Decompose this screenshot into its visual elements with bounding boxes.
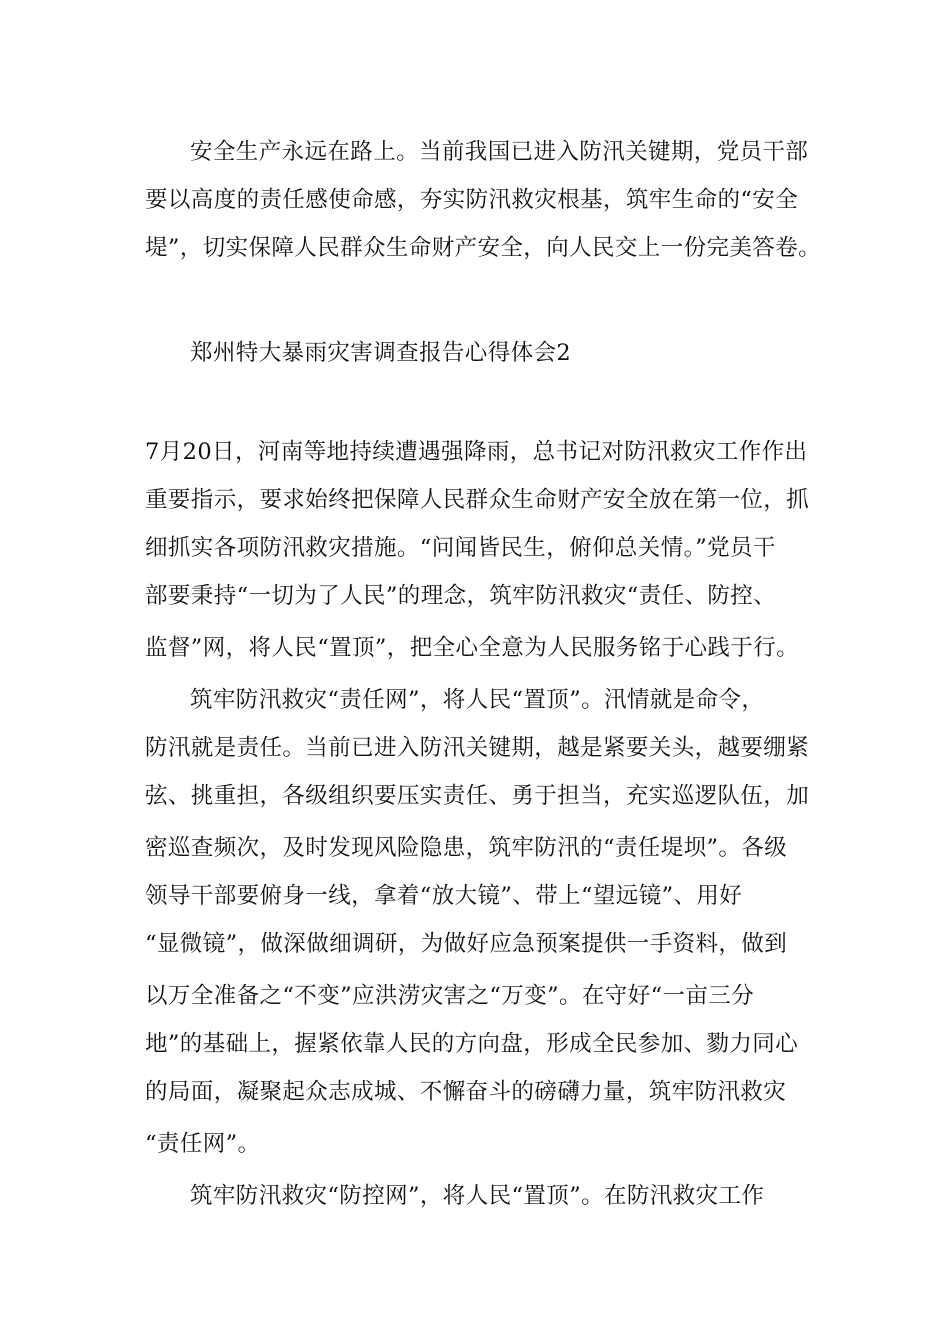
section-heading: 郑州特大暴雨灾害调查报告心得体会2 bbox=[190, 340, 572, 366]
paragraph-line: 要以高度的责任感使命感，夯实防汛救灾根基，筑牢生命的“安全 bbox=[145, 187, 799, 213]
paragraph-line: 弦、挑重担，各级组织要压实责任、勇于担当，充实巡逻队伍，加 bbox=[145, 783, 810, 809]
paragraph-line: 防汛就是责任。当前已进入防汛关键期，越是紧要关头，越要绷紧 bbox=[145, 735, 810, 761]
paragraph-line: 监督”网，将人民“置顶”，把全心全意为人民服务铭于心践于行。 bbox=[145, 635, 800, 661]
paragraph-line: 7月20日，河南等地持续遭遇强降雨，总书记对防汛救灾工作作出 bbox=[145, 439, 808, 465]
paragraph-line: 领导干部要俯身一线，拿着“放大镜”、带上“望远镜”、用好 bbox=[145, 883, 743, 909]
paragraph-line: 堤”，切实保障人民群众生命财产安全，向人民交上一份完美答卷。 bbox=[145, 235, 822, 261]
paragraph-line: 重要指示，要求始终把保障人民群众生命财产安全放在第一位，抓 bbox=[145, 487, 810, 513]
paragraph-line: “责任网”。 bbox=[145, 1131, 261, 1157]
paragraph-line: 筑牢防汛救灾“责任网”，将人民“置顶”。汛情就是命令， bbox=[190, 687, 765, 713]
paragraph-line: “显微镜”，做深做细调研，为做好应急预案提供一手资料，做到 bbox=[145, 931, 788, 957]
paragraph-line: 的局面，凝聚起众志成城、不懈奋斗的磅礴力量，筑牢防汛救灾 bbox=[145, 1079, 787, 1105]
paragraph-line: 筑牢防汛救灾“防控网”，将人民“置顶”。在防汛救灾工作 bbox=[190, 1183, 765, 1209]
paragraph-line: 密巡查频次，及时发现风险隐患，筑牢防汛的“责任堤坝”。各级 bbox=[145, 835, 788, 861]
paragraph-line: 细抓实各项防汛救灾措施。“问闻皆民生，俯仰总关情。”党员干 bbox=[145, 535, 776, 561]
paragraph-line: 地”的基础上，握紧依靠人民的方向盘，形成全民参加、勠力同心 bbox=[145, 1031, 799, 1057]
paragraph-line: 部要秉持“一切为了人民”的理念，筑牢防汛救灾“责任、防控、 bbox=[145, 583, 777, 609]
paragraph-line: 以万全准备之“不变”应洪涝灾害之“万变”。在守好“一亩三分 bbox=[145, 983, 755, 1009]
paragraph-line: 安全生产永远在路上。当前我国已进入防汛关键期，党员干部 bbox=[190, 139, 809, 165]
